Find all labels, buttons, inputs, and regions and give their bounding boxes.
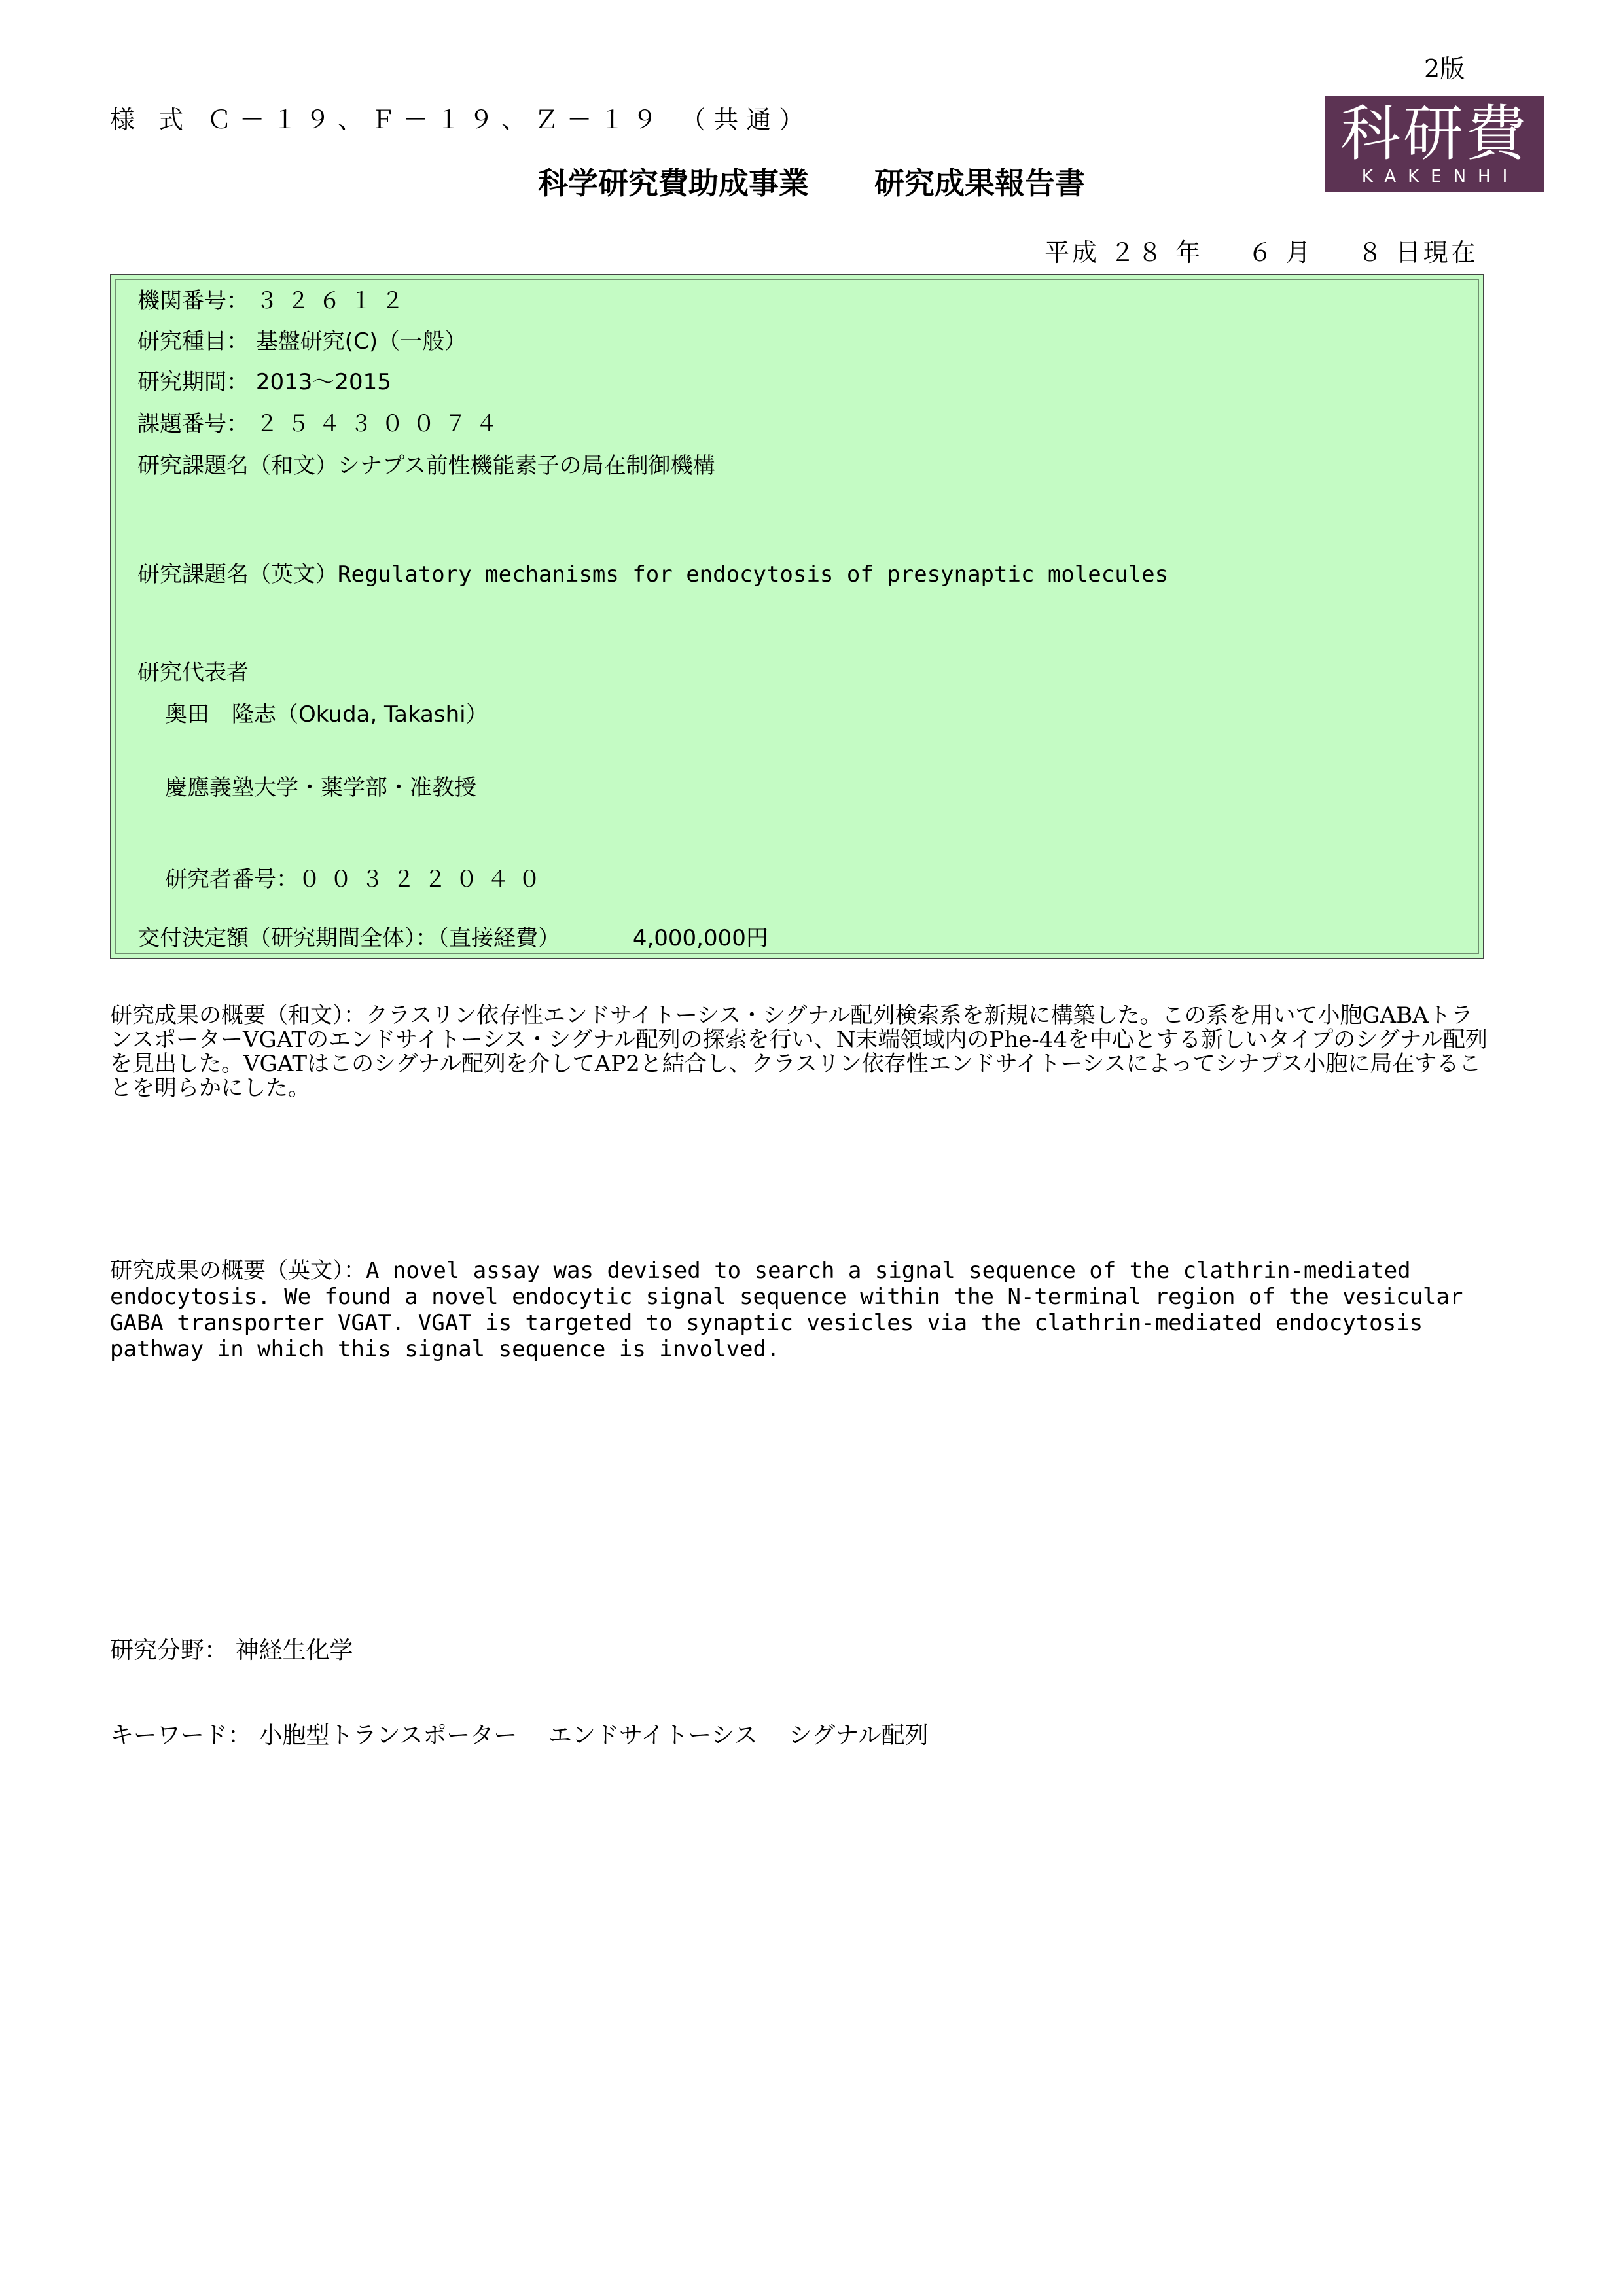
title-ja-row <box>137 448 715 480</box>
date-year: ２８ <box>1110 238 1166 267</box>
summary-english <box>110 1258 1491 1362</box>
period-label: 研究期間： <box>137 369 249 395</box>
project-number-row <box>137 406 507 438</box>
date-era: 平成 <box>1044 238 1100 267</box>
report-date <box>1044 232 1478 268</box>
field-value: 神経生化学 <box>235 1637 353 1664</box>
grant-row <box>137 920 768 952</box>
title-en-row <box>137 556 1168 588</box>
project-number: ２５４３００７４ <box>255 411 507 437</box>
document-title <box>0 160 1623 203</box>
keyword-item: シグナル配列 <box>788 1722 929 1749</box>
category-label: 研究種目： <box>137 328 249 355</box>
institution-number: ３２６１２ <box>255 288 413 314</box>
summary-en-label: 研究成果の概要（英文）： <box>110 1258 366 1284</box>
title-en-value: Regulatory mechanisms for endocytosis of presynaptic molecules <box>338 561 1169 588</box>
title-report: 研究成果報告書 <box>874 166 1085 201</box>
project-number-label: 課題番号： <box>137 411 249 437</box>
keyword-item: エンドサイトーシス <box>548 1722 758 1749</box>
title-ja-label: 研究課題名（和文） <box>137 453 338 479</box>
keywords-label: キーワード： <box>110 1722 252 1749</box>
researcher-number: ００３２２０４０ <box>298 866 550 892</box>
period-value: 2013～2015 <box>255 369 391 395</box>
category-row <box>137 323 467 355</box>
date-year-unit: 年 <box>1175 238 1204 267</box>
date-month-unit: 月 <box>1285 238 1313 267</box>
logo-kanji: 科研費 <box>1340 99 1529 169</box>
grant-amount: 4,000,000円 <box>632 925 768 951</box>
title-program: 科学研究費助成事業 <box>538 166 809 201</box>
field-label: 研究分野： <box>110 1637 228 1664</box>
period-row <box>137 364 391 396</box>
keyword-item: 小胞型トランスポーター <box>259 1722 518 1749</box>
logo-latin: KAKENHI <box>1361 167 1520 186</box>
affiliation: 慶應義塾大学・薬学部・准教授 <box>165 775 476 801</box>
representative-name: 奥田 隆志（Okuda, Takashi） <box>165 701 488 728</box>
date-month: ６ <box>1247 238 1275 267</box>
institution-row <box>137 283 413 315</box>
institution-label: 機関番号： <box>137 288 249 314</box>
researcher-number-row <box>165 861 550 893</box>
representative-label: 研究代表者 <box>137 660 249 686</box>
summary-en-text: A novel assay was devised to search a signal sequence of the clathrin-mediated endocytosis. We found a novel endocytic signal sequence within the N-terminal region of the vesicular GABA transporter VGAT. VGAT is targeted to synaptic vesicles via the clathrin-mediated endocytosis pathway in which this signal sequence is involved. <box>110 1258 1463 1362</box>
date-day: ８ <box>1357 238 1385 267</box>
summary-ja-label: 研究成果の概要（和文）： <box>110 1002 366 1029</box>
category-value: 基盤研究(C)（一般） <box>255 328 467 355</box>
title-en-label: 研究課題名（英文） <box>137 561 338 588</box>
researcher-number-label: 研究者番号： <box>165 866 298 892</box>
grant-label: 交付決定額（研究期間全体）：（直接経費） <box>137 925 560 951</box>
version-label: 2版 <box>1424 54 1465 83</box>
summary-japanese <box>110 1004 1491 1101</box>
summary-ja-text: クラスリン依存性エンドサイトーシス・シグナル配列検索系を新規に構築した。この系を用いて小胞GABAトランスポーターVGATのエンドサイトーシス・シグナル配列の探索を行い、N末端領域内のPhe-44を中心とする新しいタイプのシグナル配列を見出した。VGATはこのシグナル配列を介してAP2と結合し、クラスリン依存性エンドサイトーシスによってシナプス小胞に局在することを明らかにした。 <box>110 1002 1488 1101</box>
title-ja-value: シナプス前性機能素子の局在制御機構 <box>338 453 715 479</box>
date-day-unit: 日現在 <box>1395 238 1478 267</box>
research-field <box>110 1632 353 1665</box>
keywords <box>110 1717 952 1750</box>
form-code: 様 式 Ｃ－１９、Ｆ－１９、Ｚ－１９ （共通） <box>110 105 812 134</box>
